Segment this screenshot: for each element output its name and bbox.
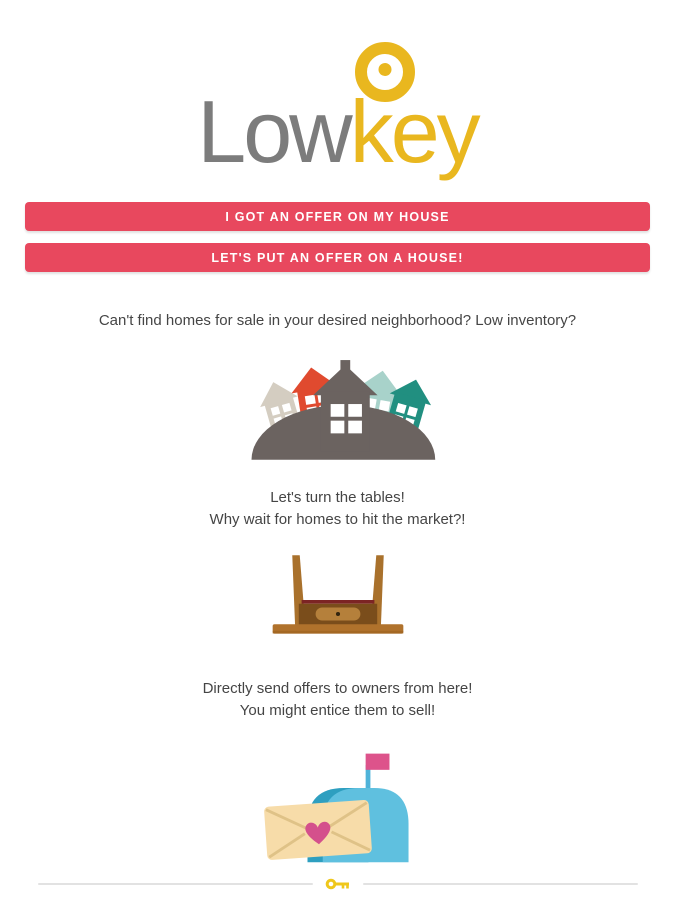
- upside-down-table-illustration: [268, 549, 408, 642]
- low-inventory-text: [99, 310, 576, 332]
- divider-line-left: [38, 883, 313, 885]
- text-line: You might entice them to sell!: [239, 702, 436, 719]
- divider-line-right: [363, 883, 638, 885]
- mailbox-with-letter-icon: [252, 746, 424, 868]
- footer-divider: [38, 877, 638, 891]
- send-offers-text: [203, 678, 473, 722]
- text-line: Directly send offers to owners from here!: [202, 680, 473, 697]
- mailbox-illustration: [252, 746, 424, 873]
- key-icon: [325, 877, 351, 891]
- houses-on-hill-icon: [230, 352, 445, 460]
- logo-text-low: Low: [197, 82, 350, 181]
- text-line: Let's turn the tables!: [270, 489, 405, 506]
- logo-text-key: key: [349, 82, 478, 181]
- key-ring-dot: [379, 63, 392, 76]
- got-offer-button[interactable]: I GOT AN OFFER ON MY HOUSE: [25, 202, 650, 231]
- houses-on-hill-illustration: [230, 352, 445, 465]
- upside-down-table-icon: [268, 549, 408, 637]
- text-line: Can't find homes for sale in your desired neighborhood? Low inventory?: [98, 312, 577, 329]
- lowkey-logo: [197, 82, 478, 181]
- key-ring-icon: [355, 42, 415, 102]
- text-line: Why wait for homes to hit the market?!: [209, 511, 466, 528]
- put-offer-button[interactable]: LET'S PUT AN OFFER ON A HOUSE!: [25, 243, 650, 272]
- turn-tables-text: [210, 487, 466, 531]
